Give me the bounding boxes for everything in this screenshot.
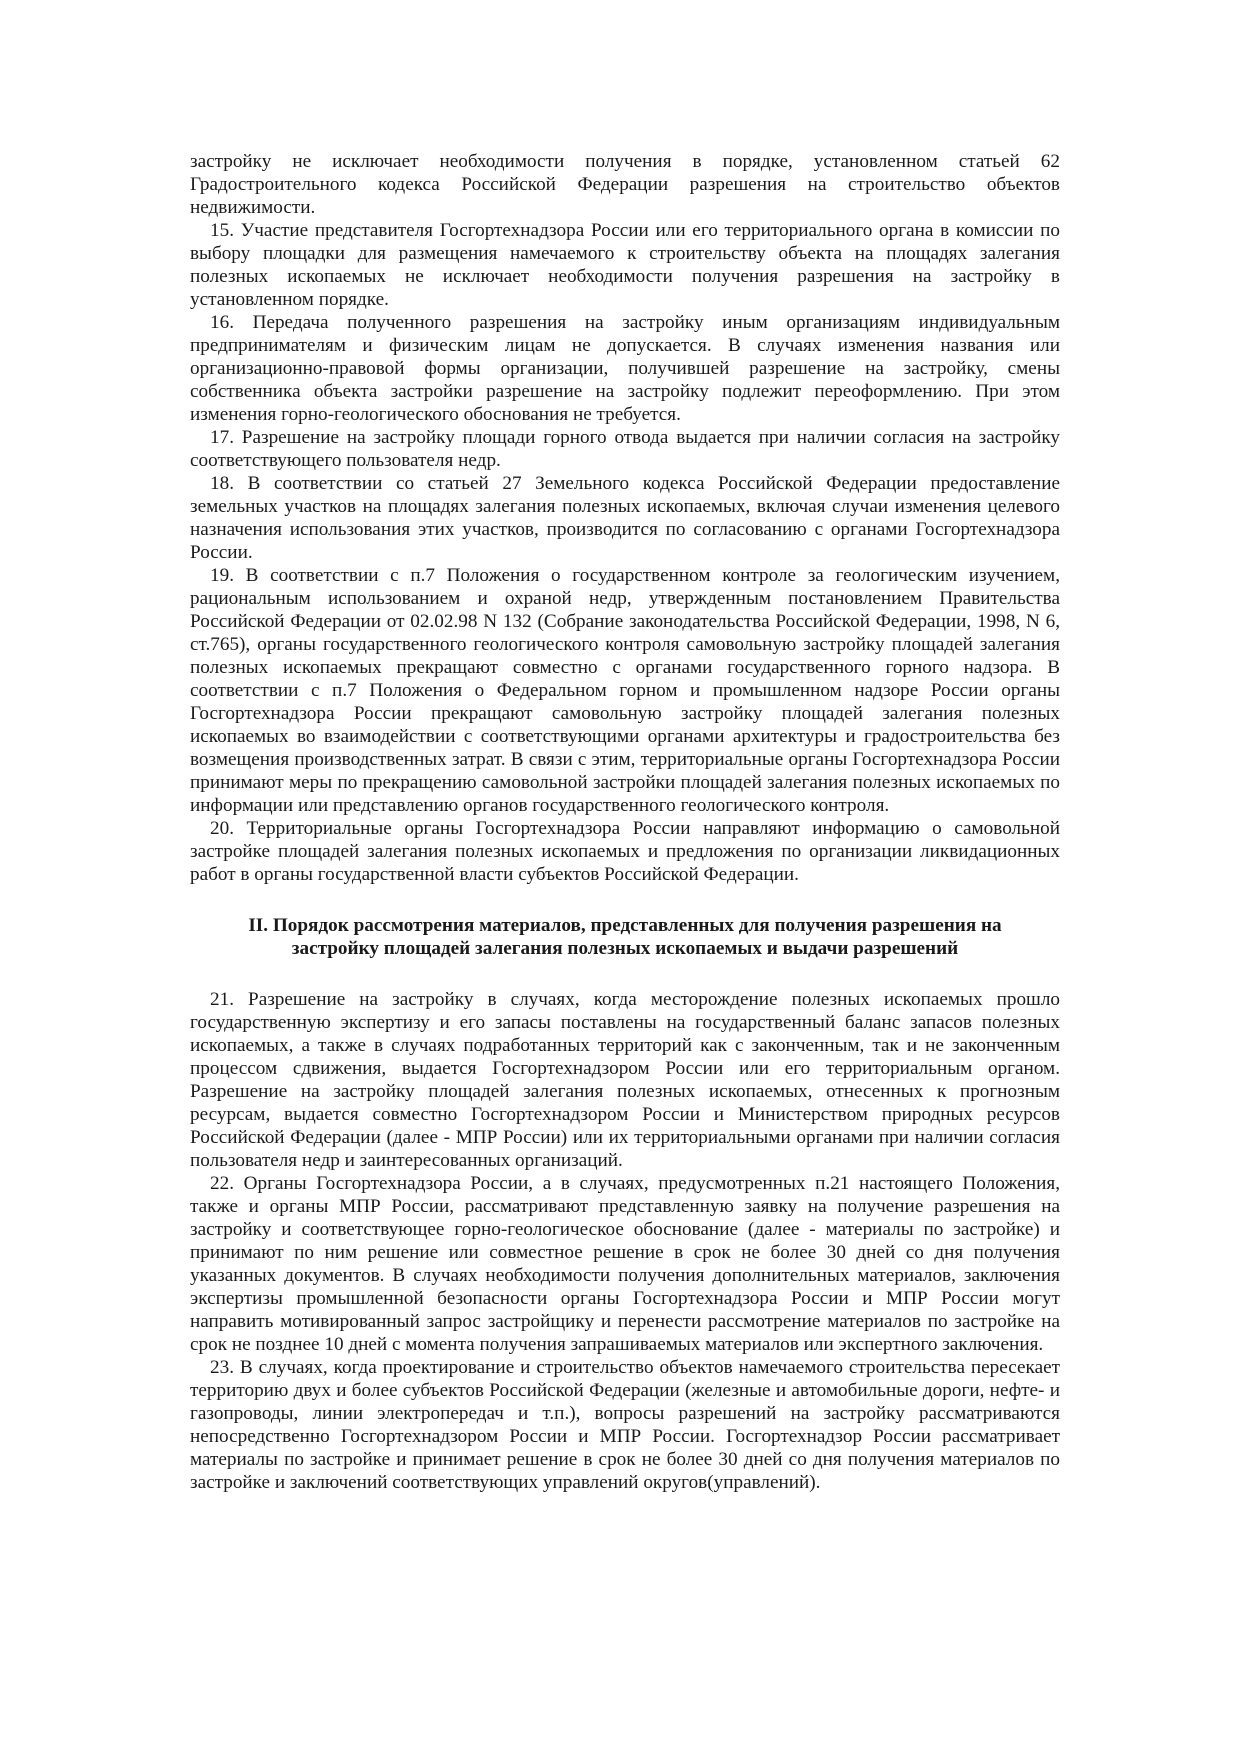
paragraph-20: 20. Территориальные органы Госгортехнадзора России направляют информацию о самовольной застройке площадей залегания полезных ископаемых и предложения по организации ликвидационных работ в органы государственной власти субъектов Российской Федерации. <box>190 818 1060 885</box>
paragraph-18: 18. В соответствии со статьей 27 Земельного кодекса Российской Федерации предоставление земельных участков на площадях залегания полезных ископаемых, включая случаи изменения целевого назначения использования этих участков, производится по согласованию с органами Госгортехнадзора России. <box>190 473 1060 563</box>
paragraph-23: 23. В случаях, когда проектирование и строительство объектов намечаемого строительства пересекает территорию двух и более субъектов Российской Федерации (железные и автомобильные дороги, нефте- и газопроводы, линии электропередач и т.п.), вопросы разрешений на застройку рассматриваются непосредственно Госгортехнадзором России и МПР России. Госгортехнадзор России рассматривает материалы по застройке и принимает решение в срок не более 30 дней со дня получения материалов по застройке и заключений соответствующих управлений округов(управлений). <box>190 1357 1060 1493</box>
paragraph-14-continuation: застройку не исключает необходимости получения в порядке, установленном статьей 62 Градостроительного кодекса Российской Федерации разрешения на строительство объектов недвижимости. <box>190 151 1060 218</box>
paragraph-19: 19. В соответствии с п.7 Положения о государственном контроле за геологическим изучением, рациональным использованием и охраной недр, утвержденным постановлением Правительства Российской Федерации от 02.02.98 N 132 (Собрание законодательства Российской Федерации, 1998, N 6, ст.765), органы государственного геологического контроля самовольную застройку площадей залегания полезных ископаемых прекращают совместно с органами государственного горного надзора. В соответствии с п.7 Положения о Федеральном горном и промышленном надзоре России органы Госгортехнадзора России прекращают самовольную застройку площадей залегания полезных ископаемых во взаимодействии с соответствующими органами архитектуры и градостроительства без возмещения производственных затрат. В связи с этим, территориальные органы Госгортехнадзора России принимают меры по прекращению самовольной застройки площадей залегания полезных ископаемых по информации или представлению органов государственного геологического контроля. <box>190 565 1060 816</box>
paragraph-15: 15. Участие представителя Госгортехнадзора России или его территориального органа в комиссии по выбору площадки для размещения намечаемого к строительству объекта на площадях залегания полезных ископаемых не исключает необходимости получения разрешения на застройку в установленном порядке. <box>190 220 1060 310</box>
paragraph-21: 21. Разрешение на застройку в случаях, когда месторождение полезных ископаемых прошло государственную экспертизу и его запасы поставлены на государственный баланс запасов полезных ископаемых, а также в случаях подработанных территорий как с законченным, так и не законченным процессом сдвижения, выдается Госгортехнадзором России или его территориальным органом. Разрешение на застройку площадей залегания полезных ископаемых, отнесенных к прогнозным ресурсам, выдается совместно Госгортехнадзором России и Министерством природных ресурсов Российской Федерации (далее - МПР России) или их территориальными органами при наличии согласия пользователя недр и заинтересованных организаций. <box>190 989 1060 1171</box>
paragraph-16: 16. Передача полученного разрешения на застройку иным организациям индивидуальным предпринимателям и физическим лицам не допускается. В случаях изменения названия или организационно-правовой формы организации, получившей разрешение на застройку, смены собственника объекта застройки разрешение на застройку подлежит переоформлению. При этом изменения горно-геологического обоснования не требуется. <box>190 312 1060 425</box>
section-title-line-2: застройку площадей залегания полезных ископаемых и выдачи разрешений <box>291 938 959 959</box>
section-title <box>190 914 1060 960</box>
section-title-line-1: II. Порядок рассмотрения материалов, представленных для получения разрешения на <box>248 915 1002 936</box>
paragraph-17: 17. Разрешение на застройку площади горного отвода выдается при наличии согласия на застройку соответствующего пользователя недр. <box>190 427 1060 471</box>
paragraph-22: 22. Органы Госгортехнадзора России, а в случаях, предусмотренных п.21 настоящего Положения, также и органы МПР России, рассматривают представленную заявку на получение разрешения на застройку и соответствующее горно-геологическое обоснование (далее - материалы по застройке) и принимают по ним решение или совместное решение в срок не более 30 дней со дня получения указанных документов. В случаях необходимости получения дополнительных материалов, заключения экспертизы промышленной безопасности органы Госгортехнадзора России и МПР России могут направить мотивированный запрос застройщику и перенести рассмотрение материалов по застройке на срок не позднее 10 дней с момента получения запрашиваемых материалов или экспертного заключения. <box>190 1173 1060 1355</box>
document-page <box>190 150 1060 1494</box>
